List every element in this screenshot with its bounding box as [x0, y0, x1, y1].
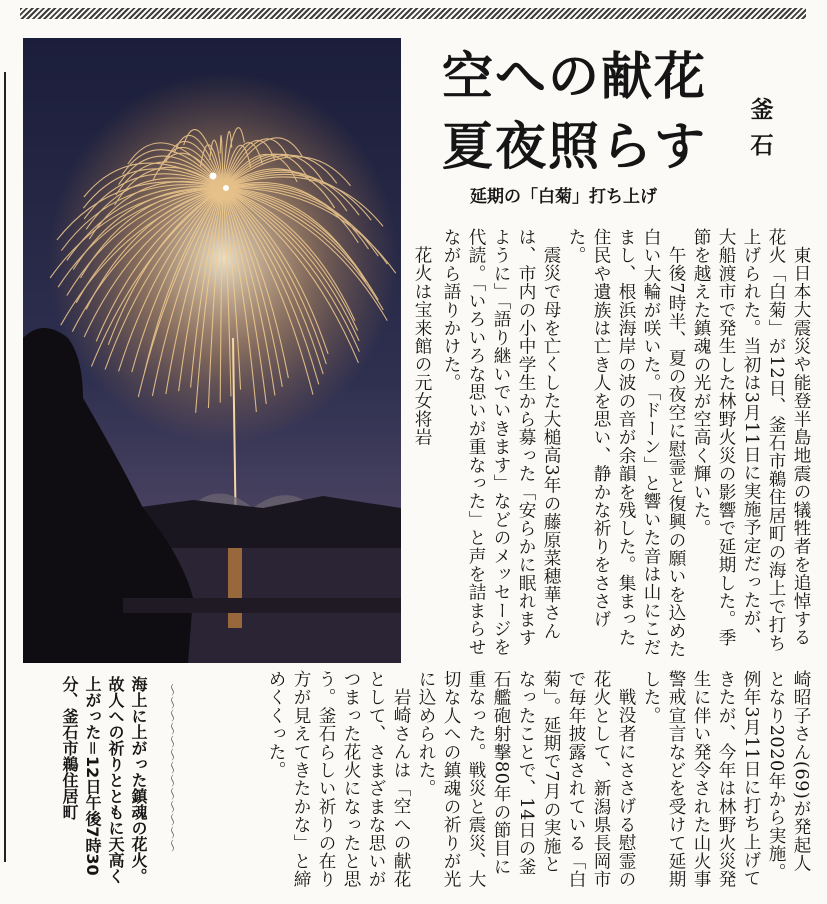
fireworks-photo — [23, 38, 401, 663]
headline-line-1: 空への献花 — [442, 47, 708, 107]
subheadline: 延期の「白菊」打ち上げ — [470, 187, 657, 207]
article-para-5: 崎昭子さん(69)が発起人となり2020年から実施。例年3月11日に打ち上げてきたが、今年は林野火災発生に伴い発令された山火事警戒宣言などを受けて延期した。 — [641, 670, 811, 889]
article-body-top — [427, 228, 813, 662]
header-stripe-band — [20, 8, 806, 19]
caption-divider-wave: 〜〜〜〜〜〜〜〜〜〜〜〜〜 — [163, 683, 178, 852]
article-para-4: 花火は宝来館の元女将岩 — [412, 245, 432, 446]
article-para-1: 東日本大震災や能登半島地震の犠牲者を追悼する花火「白菊」が12日、釜石市鵜住居町の海上で打ち上げられた。当初は3月11日に実施予定だったが、大船渡市で発生した林野火災の影響で延期した。季節を越えた鎮魂の光が空高く輝いた。 — [691, 228, 811, 652]
article-para-3: 震災で母を亡くした大槌高3年の藤原菜穂華さんは、市内の小中学生から募った「安らかに眠れますように」「語り継いでいきます」などのメッセージを代読。「いろいろな思いが重なった」と声を詰まらせながら語りかけた。 — [441, 228, 561, 656]
article-para-7: 岩崎さんは「空への献花として、さまざまな思いがつまった花火になったと思う。釜石らしい祈りの在り方が見えてきたかな」と締めくくった。 — [266, 670, 411, 889]
article-para-2: 午後7時半、夏の夜空に慰霊と復興の願いを込めた白い大輪が咲いた。「ドーン」と響いた音は山にこだまし、根浜海岸の波の音が余韻を残した。集まった住民や遺族は亡き人を思い、静かな祈りをささげた。 — [566, 228, 686, 658]
page-edge-rule — [4, 72, 6, 862]
headline-line-2: 夏夜照らす — [442, 117, 708, 177]
place-name: 釜石 — [750, 96, 774, 159]
fireworks-illustration — [23, 38, 401, 663]
article-body-top-left — [406, 228, 434, 662]
photo-caption: 海上に上がった鎮魂の花火。故人への祈りとともに天高く上がった＝12日午後7時30分、釜石市鵜住居町 — [60, 676, 148, 884]
article-body-bottom — [169, 670, 813, 890]
headline — [442, 42, 707, 182]
article-para-6: 戦没者にささげる慰霊の花火として、新潟県長岡市で毎年披露されている「白菊」。延期で7月の実施となったことで、14日の釜石艦砲射撃80年の節目に重なった。戦災と震災、大切な人への鎮魂の祈りが光に込められた。 — [416, 670, 636, 889]
